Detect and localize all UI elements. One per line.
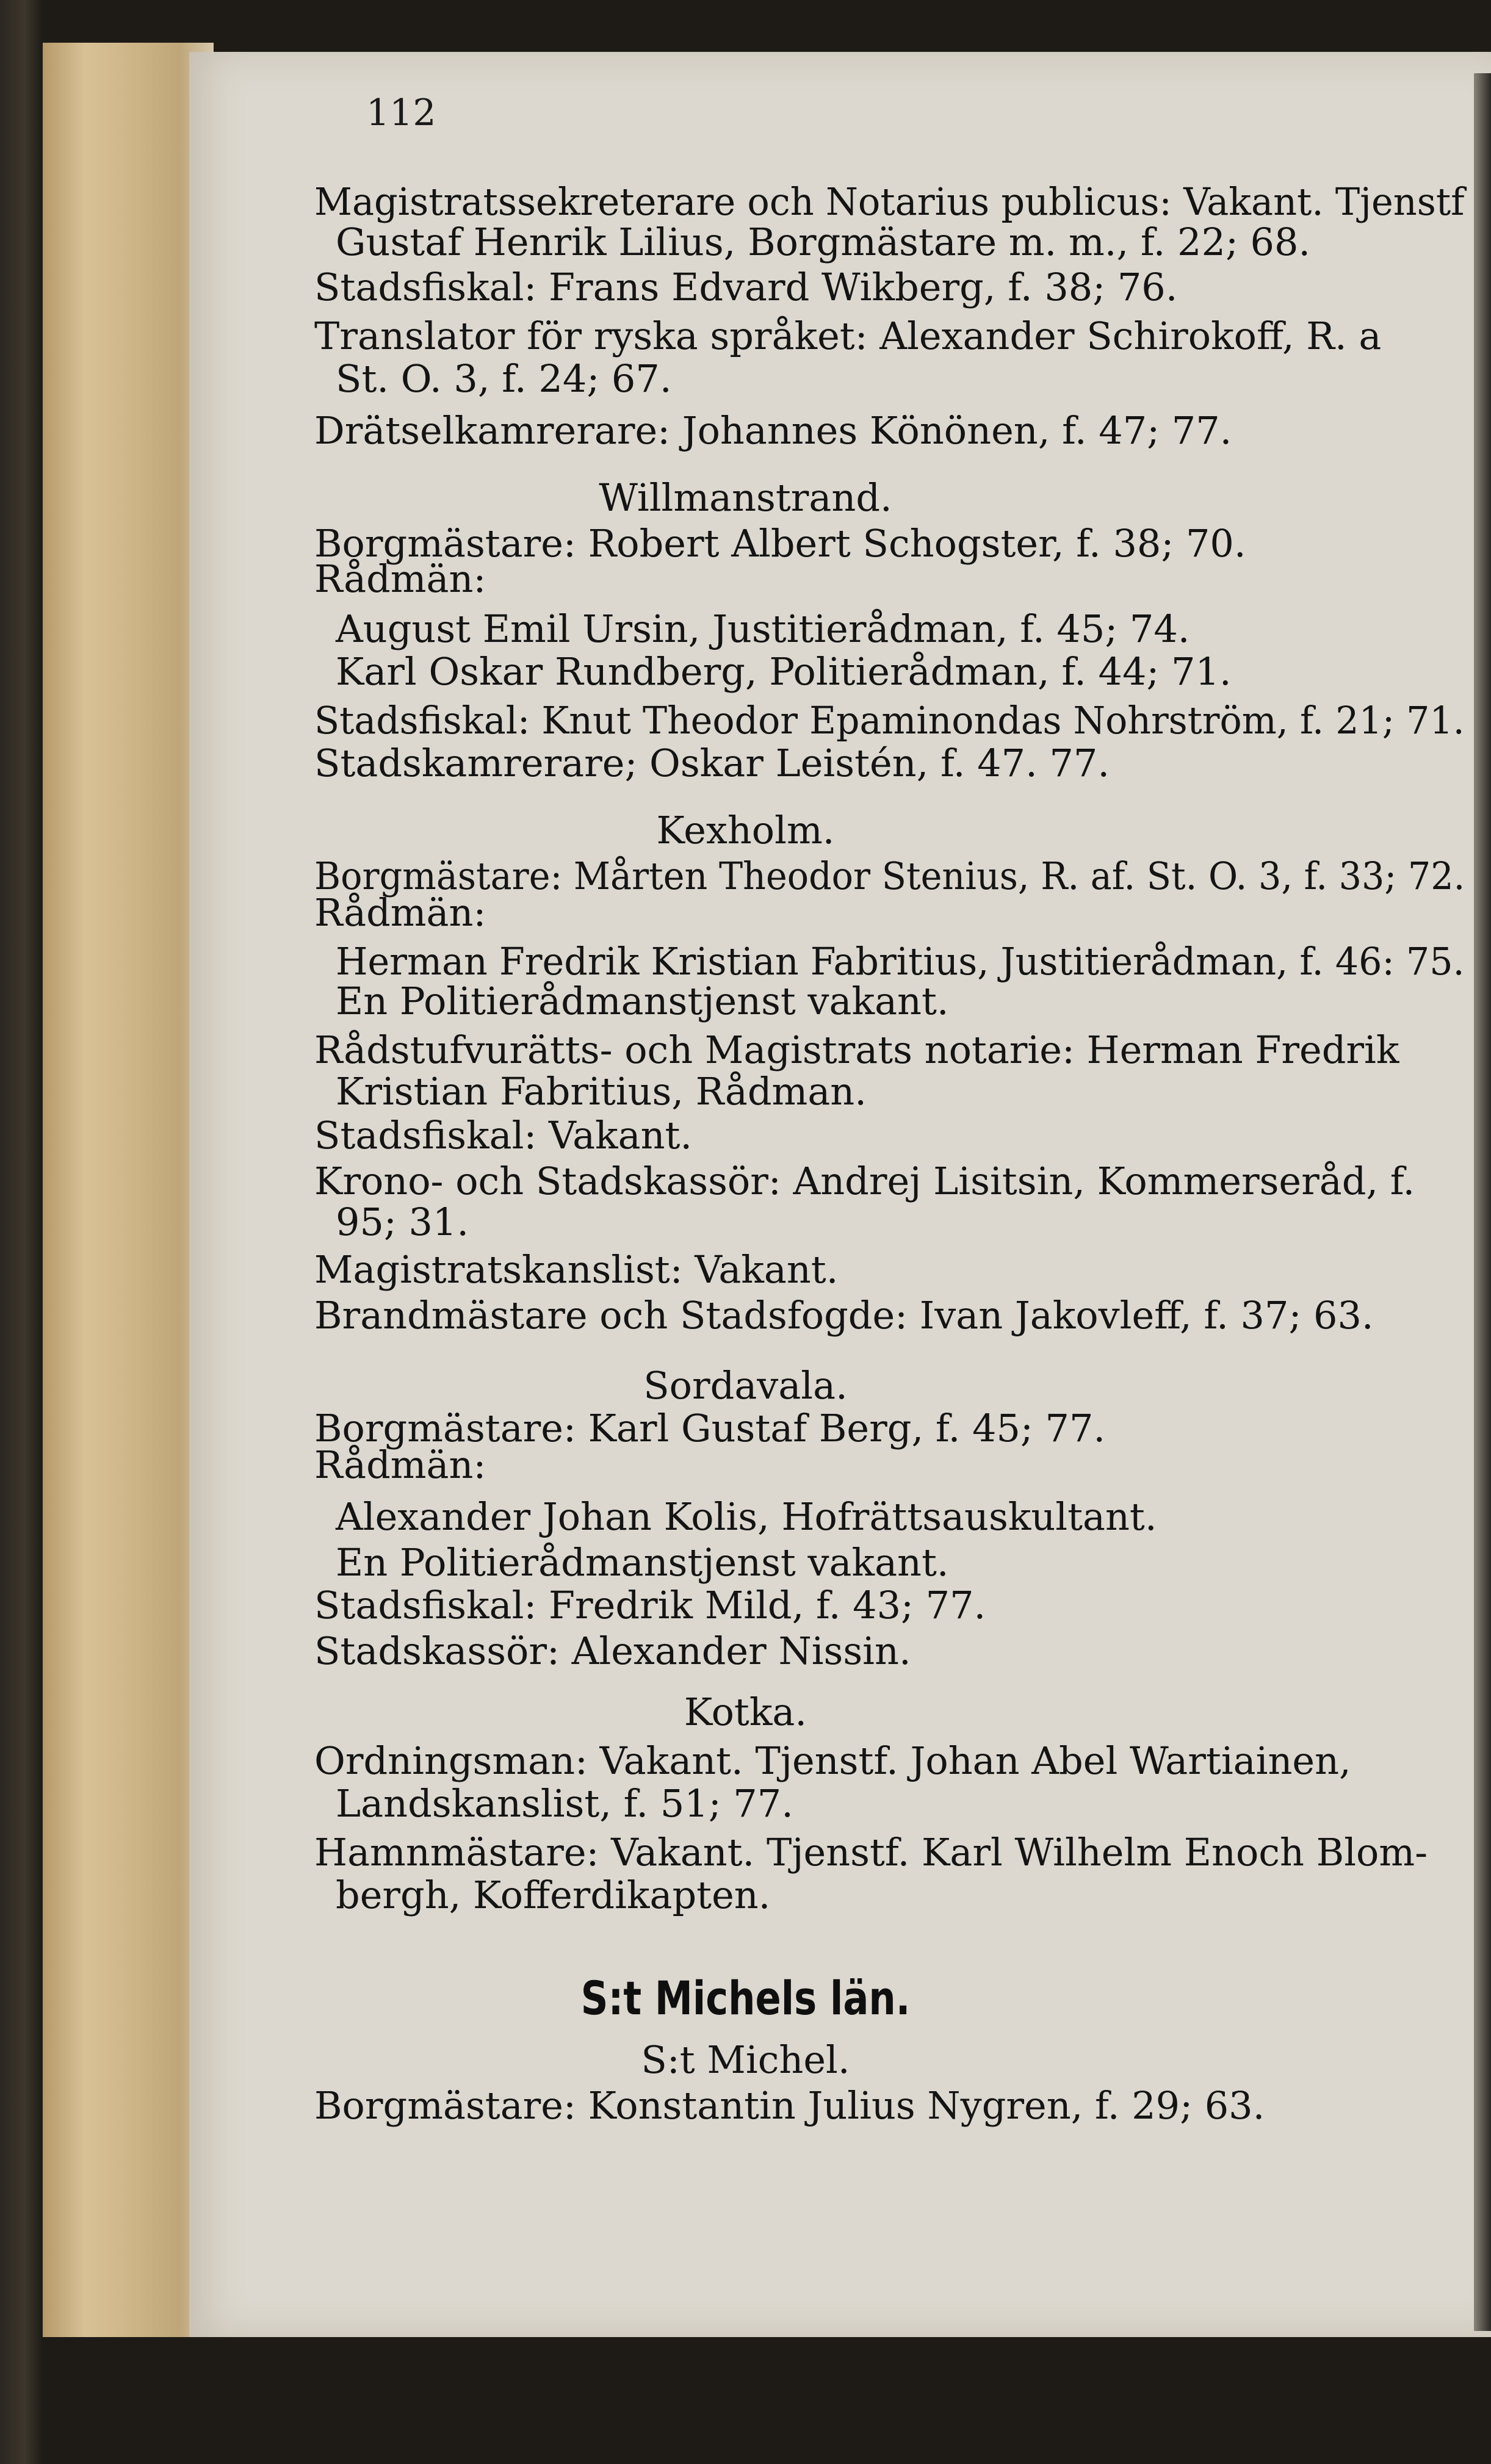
text-line: bergh, Kofferdikapten. [336,1873,771,1917]
text-line: August Emil Ursin, Justitierådman, f. 45; 74. [336,607,1190,651]
text-line: Landskanslist, f. 51; 77. [336,1781,793,1826]
text-line: Rådmän: [314,1443,486,1487]
text-line: Rådmän: [314,890,486,935]
section-heading: Sordavala. [643,1363,848,1408]
text-line: Rådstufvurätts- och Magistrats notarie: Herman Fredrik [314,1028,1399,1072]
text-line: Hamnmästare: Vakant. Tjenstf. Karl Wilhelm Enoch Blom- [314,1830,1428,1875]
text-line: En Politierådmanstjenst vakant. [336,979,949,1023]
text-line: Borgmästare: Robert Albert Schogster, f. 38; 70. [314,521,1246,566]
text-line: Brandmästare och Stadsfogde: Ivan Jakovleff, f. 37; 63. [314,1293,1374,1338]
text-line: En Politierådmanstjenst vakant. [336,1540,949,1585]
text-line: Gustaf Henrik Lilius, Borgmästare m. m., f. 22; 68. [336,220,1311,264]
text-line: Karl Oskar Rundberg, Politierådman, f. 44; 71. [336,649,1232,694]
text-line: Krono- och Stadskassör: Andrej Lisitsin, Kommerseråd, f. [314,1159,1415,1203]
section-heading: S:t Michel. [641,2037,850,2082]
text-line: St. O. 3, f. 24; 67. [336,356,672,401]
section-heading: Willmanstrand. [599,475,892,520]
text-line: Kristian Fabritius, Rådman. [336,1069,867,1114]
section-heading: Kotka. [684,1690,807,1734]
text-line: Alexander Johan Kolis, Hofrättsauskultant. [336,1494,1157,1539]
text-line: Stadsfiskal: Knut Theodor Epaminondas Nohrström, f. 21; 71. [314,698,1465,743]
text-line: Stadskassör: Alexander Nissin. [314,1629,911,1673]
text-line: 95; 31. [336,1200,469,1244]
book-spine-shadow [1474,73,1491,2331]
text-line: Stadskamrerare; Oskar Leistén, f. 47. 77. [314,741,1110,785]
text-line: Magistratssekreterare och Notarius publicus: Vakant. Tjenstf [314,179,1465,224]
section-heading: Kexholm. [656,808,835,852]
text-line: Rådmän: [314,557,486,601]
text-line: Translator för ryska språket: Alexander Schirokoff, R. a [314,314,1382,358]
text-line: Herman Fredrik Kristian Fabritius, Justitierådman, f. 46: 75. [336,939,1465,984]
county-heading: S:t Michels län. [580,1971,911,2025]
text-line: Borgmästare: Konstantin Julius Nygren, f. 29; 63. [314,2083,1265,2128]
text-line: Borgmästare: Mårten Theodor Stenius, R. af. St. O. 3, f. 33; 72. [314,854,1465,898]
text-line: Borgmästare: Karl Gustaf Berg, f. 45; 77. [314,1406,1106,1450]
text-line: Drätselkamrerare: Johannes Könönen, f. 47; 77. [314,408,1232,453]
text-line: Stadsfiskal: Vakant. [314,1113,693,1158]
page-number: 112 [366,92,436,134]
text-line: Stadsfiskal: Fredrik Mild, f. 43; 77. [314,1583,986,1627]
text-line: Magistratskanslist: Vakant. [314,1247,839,1292]
text-line: Ordningsman: Vakant. Tjenstf. Johan Abel Wartiainen, [314,1738,1351,1783]
text-line: Stadsfiskal: Frans Edvard Wikberg, f. 38; 76. [314,265,1178,309]
